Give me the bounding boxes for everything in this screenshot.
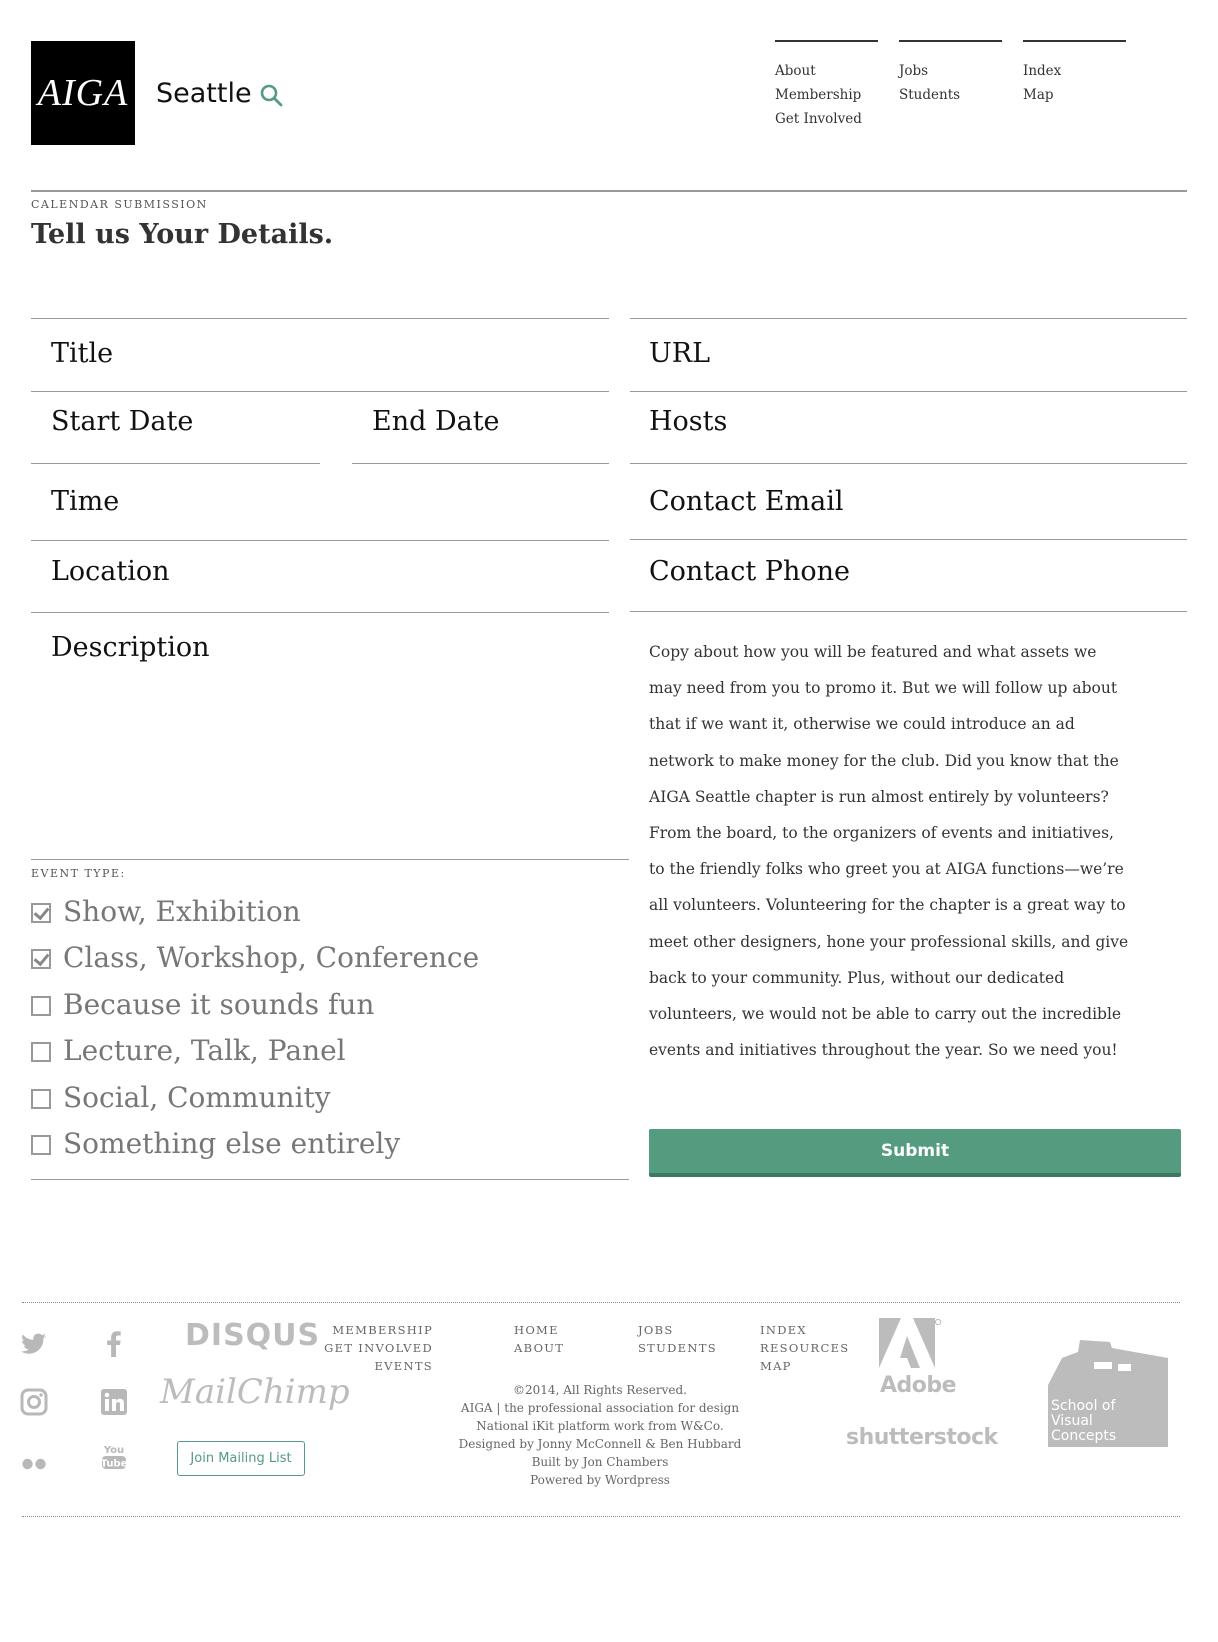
twitter-icon[interactable] <box>20 1330 48 1358</box>
footer-link-get-involved[interactable]: GET INVOLVED <box>324 1341 433 1355</box>
checkbox-checked-icon[interactable] <box>31 949 51 969</box>
header-divider <box>31 190 1187 192</box>
description-field[interactable] <box>31 612 609 859</box>
start-date-row <box>31 391 609 463</box>
nav-index[interactable]: Index <box>1023 63 1062 79</box>
instagram-icon[interactable] <box>20 1388 48 1416</box>
join-mailing-list-button[interactable]: Join Mailing List <box>177 1441 305 1476</box>
footer-link-about[interactable]: ABOUT <box>514 1341 565 1355</box>
contact-email-label: Contact Email <box>649 486 844 517</box>
disqus-logo[interactable]: DISQUS <box>185 1318 321 1353</box>
credit-line: National iKit platform work from W&Co. <box>476 1419 724 1433</box>
svg-text:Tube: Tube <box>100 1458 128 1470</box>
url-field[interactable] <box>630 318 1187 391</box>
linkedin-icon[interactable] <box>100 1388 128 1416</box>
mailchimp-logo[interactable]: MailChimp <box>160 1372 350 1412</box>
checkbox-icon[interactable] <box>31 1135 51 1155</box>
time-field[interactable] <box>31 464 609 540</box>
nav-get-involved[interactable]: Get Involved <box>775 111 862 127</box>
page-title: Tell us Your Details. <box>31 219 334 250</box>
flickr-icon[interactable] <box>20 1450 48 1478</box>
nav-map[interactable]: Map <box>1023 87 1054 103</box>
chapter-name[interactable]: Seattle <box>156 78 252 109</box>
featured-copy: Copy about how you will be featured and what assets we may need from you to promo it. But we will follow up about that if we want it, otherwise we could introduce an ad network to make money for the club. Did you know that the AIGA Seattle chapter is run almost entirely by volunteers? From the board, to the organizers of events and initiatives, to the friendly folks who greet you at AIGA functions—we’re all volunteers. Volunteering for the chapter is a great way to meet other designers, hone your professional skills, and give back to your community. Plus, without our dedicated volunteers, we would not be able to carry out the incredible events and initiatives throughout the year. So we need you! <box>649 643 1129 1060</box>
svc-line: Visual <box>1051 1413 1093 1429</box>
start-date-label: Start Date <box>51 406 194 437</box>
nav-column-1 <box>775 40 878 131</box>
footer-bottom-rule <box>22 1516 1180 1517</box>
hosts-field[interactable] <box>630 391 1187 463</box>
event-type-option[interactable] <box>31 1034 451 1070</box>
checkbox-icon[interactable] <box>31 1089 51 1109</box>
footer-link-home[interactable]: HOME <box>514 1323 559 1337</box>
contact-phone-label: Contact Phone <box>649 556 850 587</box>
description-label: Description <box>51 632 210 663</box>
nav-column-2 <box>899 40 1002 107</box>
adobe-wordmark[interactable]: Adobe <box>880 1373 957 1398</box>
nav-jobs[interactable]: Jobs <box>899 63 929 79</box>
time-label: Time <box>51 486 120 517</box>
event-type-option-label: Because it sounds fun <box>63 988 375 1021</box>
event-type-option-label: Something else entirely <box>63 1127 401 1160</box>
location-field[interactable] <box>31 540 609 612</box>
svc-wordmark <box>1051 1399 1116 1444</box>
submit-button[interactable]: Submit <box>649 1129 1181 1177</box>
footer-credits <box>450 1381 750 1489</box>
footer-link-map[interactable]: MAP <box>760 1359 792 1373</box>
facebook-icon[interactable] <box>100 1330 128 1358</box>
event-type-option[interactable] <box>31 941 480 977</box>
url-label: URL <box>649 338 711 369</box>
contact-email-field[interactable] <box>630 463 1187 539</box>
footer-link-students[interactable]: STUDENTS <box>638 1341 717 1355</box>
footer-link-index[interactable]: INDEX <box>760 1323 807 1337</box>
hosts-label: Hosts <box>649 406 728 437</box>
footer-link-jobs[interactable]: JOBS <box>638 1323 674 1337</box>
footer-link-membership[interactable]: MEMBERSHIP <box>332 1323 433 1337</box>
school-of-visual-concepts-logo[interactable] <box>1048 1340 1168 1447</box>
logo-text: AIGA <box>37 72 129 114</box>
footer-links-col2 <box>514 1321 564 1357</box>
footer-links-col3 <box>638 1321 717 1357</box>
nav-membership[interactable]: Membership <box>775 87 862 103</box>
shutterstock-logo[interactable]: shutterstock <box>846 1425 998 1450</box>
title-field[interactable] <box>31 318 609 391</box>
footer-links-col1 <box>320 1321 433 1375</box>
credit-line: Built by Jon Chambers <box>531 1455 669 1469</box>
contact-phone-underline <box>630 611 1187 612</box>
credit-line: ©2014, All Rights Reserved. <box>513 1383 687 1397</box>
event-type-option-label: Show, Exhibition <box>63 895 301 928</box>
adobe-logo-icon[interactable] <box>879 1318 941 1368</box>
end-date-field[interactable] <box>352 392 609 464</box>
aiga-logo[interactable] <box>31 41 135 145</box>
footer-links-col4 <box>760 1321 849 1375</box>
svc-line: Concepts <box>1051 1428 1117 1444</box>
event-type-bottom-rule <box>31 1179 629 1180</box>
credit-line: Powered by Wordpress <box>530 1473 670 1487</box>
nav-column-3 <box>1023 40 1126 107</box>
search-icon[interactable] <box>259 83 283 107</box>
checkbox-icon[interactable] <box>31 996 51 1016</box>
credit-line: Designed by Jonny McConnell & Ben Hubbard <box>458 1437 742 1451</box>
event-type-option[interactable] <box>31 895 451 931</box>
location-label: Location <box>51 556 170 587</box>
checkbox-icon[interactable] <box>31 1042 51 1062</box>
event-type-option-label: Class, Workshop, Conference <box>63 941 480 974</box>
youtube-icon[interactable] <box>100 1442 128 1470</box>
title-label: Title <box>51 338 114 369</box>
nav-students[interactable]: Students <box>899 87 961 103</box>
credit-line: AIGA | the professional association for design <box>460 1401 740 1415</box>
checkbox-checked-icon[interactable] <box>31 903 51 923</box>
event-type-option-label: Lecture, Talk, Panel <box>63 1034 346 1067</box>
event-type-label: EVENT TYPE: <box>31 867 126 880</box>
footer-link-events[interactable]: EVENTS <box>374 1359 433 1373</box>
contact-phone-field[interactable] <box>630 539 1187 611</box>
event-type-option[interactable] <box>31 1081 451 1117</box>
svg-text:You: You <box>103 1445 125 1456</box>
event-type-option[interactable] <box>31 988 451 1024</box>
event-type-divider <box>31 859 629 860</box>
page-kicker: CALENDAR SUBMISSION <box>31 198 208 211</box>
end-date-label: End Date <box>372 406 500 437</box>
footer-top-rule <box>22 1302 1180 1303</box>
event-type-option[interactable] <box>31 1127 451 1163</box>
nav-about[interactable]: About <box>775 63 816 79</box>
footer-link-resources[interactable]: RESOURCES <box>760 1341 850 1355</box>
event-type-option-label: Social, Community <box>63 1081 331 1114</box>
start-date-field[interactable] <box>31 392 321 464</box>
svc-line: School of <box>1051 1398 1116 1414</box>
